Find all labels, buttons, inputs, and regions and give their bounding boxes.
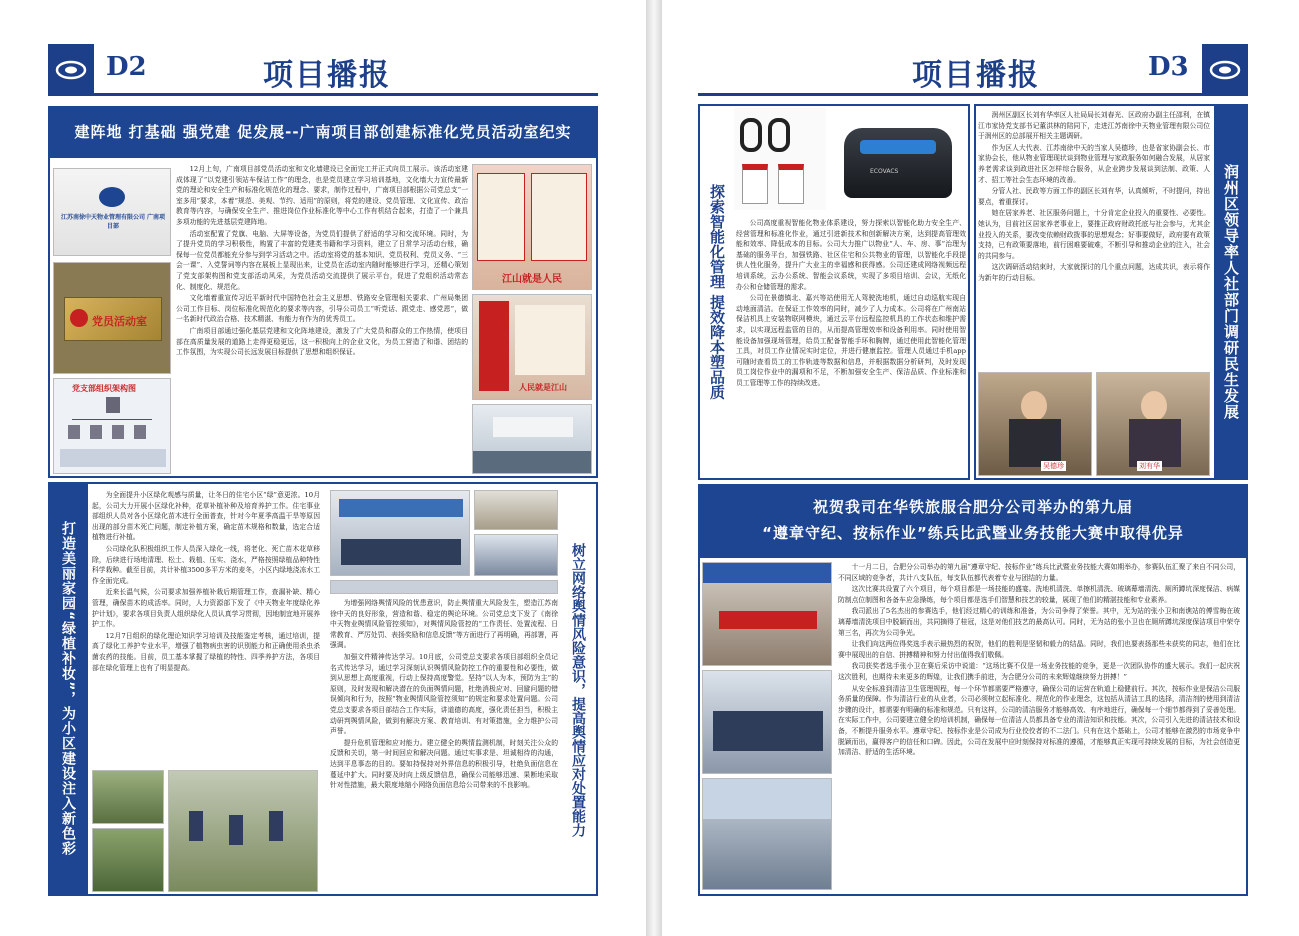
paragraph: 12月上旬，广南项目部党员活动室和文化墙建设已全面完工并正式向员工展示。该活动室建成体现了“以党建引领站车保洁工作”的理念，也是党员建立学习培训基地，文化墙大力宣传最新党的理论和安全生产和标准化规范化的理念、要求，制作过程中，广南项目部根据公司党总支“一室多用”要求，本着“规范、美观、节约、适用”的原则，将党的建设、党员管理、文化宣传、政治教育等内容，与确保安全生产、推进岗位作业标准化等中心工作有机结合起来，打造了一个兼具多项功能的先进基层党建阵地。 (176, 165, 468, 226)
photo-slogan-wall (472, 164, 592, 290)
photo-caption: 党员活动室 (92, 315, 147, 328)
photo-planting-1 (92, 770, 164, 824)
photo-cleaning-robot (830, 110, 966, 210)
article-body-visit (978, 110, 1210, 366)
section-title: 项目播报 (263, 58, 391, 93)
page-d3 (662, 0, 1299, 936)
article-body-party-room (176, 164, 468, 474)
photo-party-room-sign (53, 262, 171, 374)
paragraph: 近来长温气候，公司要求加强养植补栽后期管理工作，查漏补缺、精心管理，确保苗木的成活率。同时，人力资源部下发了《中天物业年度绿化养护计划》，要求各项目负责人组织绿化人员认真学习贯彻，因地制宜地开展养护工作。 (92, 588, 320, 629)
vertical-headline-visit: 润州区领导率人社部门调研民生发展 (1214, 104, 1248, 480)
badge-icon (742, 164, 768, 204)
article-body-contest (838, 562, 1240, 892)
paragraph: 让我们向这两位得奖选手表示最热烈的祝贺，他们的胜利是坚韧和毅力的结晶。同时，我们也要表扬那些未获奖的同志，他们在比赛中展现出的自信、拼搏精神和努力付出值得我们敬佩。 (838, 640, 1240, 659)
paragraph: 12月7日组织的绿化理论知识学习培训及技能鉴定考核，通过培训，提高了绿化工养护专业水平，增强了植物病虫害的识别能力和正确使用杀虫杀菌农药的技能。目前，员工基本掌握了绿植的特性、四季养护方法，各项目部在绿化管理上也有了明显提高。 (92, 631, 320, 672)
paragraph: 文化墙着重宣传习近平新时代中国特色社会主义思想、铁路安全管理相关要求、广州局集团公司工作目标、岗位标准化规范化的要求等内容，引导公司员工“听党话、跟党走、感党恩”，做一名新时代政治合格、技术精湛、有能力有作为的优秀员工。 (176, 294, 468, 324)
page-number: D2 (106, 52, 147, 82)
article-body-smart (736, 218, 966, 476)
company-logo-icon (1202, 44, 1248, 96)
article-banner: 建阵地 打基础 强党建 促发展--广南项目部创建标准化党员活动室纪实 (48, 106, 598, 156)
paragraph: 润州区副区长刘有华率区人社局局长刘春光、区政府办副主任邵利，在镇江市家协党支部书记董洪林的陪同下，走进江苏南徐中天物业管理有限公司位于润州区的总部展开相关主题调研。 (978, 111, 1210, 141)
page-d2 (0, 0, 646, 936)
photo-planting-2 (92, 828, 164, 892)
photo-smart-bands (734, 108, 826, 210)
photo-planting-3 (168, 770, 318, 892)
photo-company-sign (53, 168, 171, 256)
page-gutter (646, 0, 662, 936)
vertical-headline-opinion: 树立网络舆情风险意识，提高舆情应对处置能力 (570, 543, 586, 837)
page-number: D3 (1148, 52, 1189, 82)
photo-contest-3 (702, 778, 832, 890)
paragraph: 广南项目部通过强化基层党建和文化阵地建设，激发了广大党员和群众的工作热情，使项目部在高质量发展的道路上走得更稳更远，这一积极向上的企业文化，为员工营造了和谐、团结的工作氛围，为实现公司长远发展目标提供了思想和组织保证。 (176, 326, 468, 357)
name-tag: 刘有华 (1139, 462, 1160, 470)
vertical-headline-greening: 打造美丽家园“绿植补妆”，为小区建设注入新色彩 (48, 482, 88, 896)
paragraph: 这次比赛共设置了六个项目，每个项目都是一场技能的盛宴。洗地机清洗、单擦机清洗、玻璃幕墙清洗、厕所蹲坑深度保洁、病媒防制点位制图和各备车应急操练，每个项目都是选手们智慧和技艺的较量，展现了他们的精湛技能和专业素养。 (838, 585, 1240, 604)
paragraph: 活动室配置了党旗、电脑、大屏等设备，为党员们提供了舒适的学习和交流环境。同时，为了提升党员的学习积极性，购置了丰富的党建类书籍和学习资料，建立了日常学习活动台账，确保每一位党员都能充分参与到学习活动之中。活动室将党的基本知识、党员权利、党员义务、“三会一课”、入党誓词等内容在展板上显现出来，让党员在活动室内随时能够进行学习，还精心策划了党支部架构图和党支部活动风采，为党员活动交流提供了展示平台，促进了党组织活动常态化、制度化、规范化。 (176, 229, 468, 291)
photo-meeting-1 (330, 490, 470, 576)
name-tag: 吴德珍 (1043, 462, 1064, 470)
slogan-text: 江山就是人民 (502, 274, 562, 285)
paragraph: 公司高度重视智能化物业体系建设，努力探索以智能化助力安全生产、经营管理和标准化作业，通过引进新技术和创新解决方案，达到提高管理效能和效率、降低成本的目标。公司大力推广以物业“人、车、房、事”治理为基础的服务平台，加强铁路、社区住宅和公共物业的管理，以智能化手段提供人性化服务，提升广大业主的幸福感和获得感。公司还建成网络视频远程培训系统，云办公系统、智能会议系统，实现了多项目培训、会议，无纸化办公和仓储管理的需求。 (736, 219, 966, 291)
paragraph: 这次调研活动结束时，大家就探讨的几个重点问题，达成共识，表示将作为新年的行动目标。 (978, 263, 1210, 282)
article-body-greening (92, 490, 320, 768)
photo-meeting-3 (474, 534, 558, 576)
smart-band-icon (740, 118, 762, 152)
article-banner-contest (698, 484, 1248, 556)
company-logo-icon (48, 44, 94, 96)
paragraph: 十一月二日，合肥分公司举办的第九届“遵章守纪、按标作业”练兵比武暨业务技能大赛如期举办，参赛队伍汇聚了来自不同公司，不同区域的竞争者，共计八支队伍，每支队伍都代表着专业与团结的力量。 (838, 563, 1240, 582)
photo-culture-wall (472, 294, 592, 400)
section-title: 项目播报 (912, 58, 1040, 93)
device-brand: ECOVACS (870, 168, 899, 175)
photo-contest-1 (702, 562, 832, 666)
photo-org-chart (53, 378, 171, 474)
paragraph: 公司在景德镇北、嘉兴等站使用无人驾驶洗地机，通过自动巡航实现自动地面清洁。在保证工作效率的同时，减少了人力成本。公司将在广州南站保洁机具上安装物联网模块，通过云平台远程监控机具的工作状态和维护需求，以实现远程监管的目的，从而提高管理效率和设备利用率。同时使用智能设备加强现场管理，给员工配备智能手环和胸牌，通过使用此智能化管理工具，对员工作业情况实时定位，并进行健康监控。管理人员通过手机app可随时查看员工的工作轨迹等数据和信息，并根据数据分析研判，及时发现员工岗位作业中的漏项和不足，不断加强安全生产、保洁品质、作业标准和员工管理等工作的持续改进。 (736, 294, 966, 387)
paragraph: 加强文件精神传达学习。10月底，公司党总支要求各项目部组织全员记名式传达学习，通过学习深刻认识舆情风险防控工作的重要性和必要性，做到从思想上高度重视，行动上保持高度警觉。坚持“以人为本，预防为主”的原则，及时发现和解决潜在的负面舆情问题，杜绝消极应对、回避问题的错误倾向和行为，按照“物业舆情风险管控须知”的规定和要求处置问题。公司党总支要求各项目部结合工作实际，讲道德的高度，强化责任担当，积极主动研判舆情风险，做到有解决方案、教育培训、有对策措施，全力维护公司声誉。 (330, 652, 558, 736)
paragraph: 分管人社、民政等方面工作的副区长刘有华，认真倾听，不时提问，持出要点，着重探讨。 (978, 187, 1210, 206)
paragraph: 提升危机管理和应对能力。建立健全的舆情监测机制，时刻关注公众的反馈和关切，第一时间回应和解决问题。通过实事求是、坦诚相待的沟通，达到平息事态的目的。要如持保持对外界信息的积极引导，杜绝负面信息在蔓延中扩大。同时要及时向上级反馈信息，确保公司能够迅速、果断地采取针对性措施，最大限度地缩小网络负面信息给公司带来的不良影响。 (330, 738, 558, 790)
banner-line: “遵章守纪、按标作业”练兵比武暨业务技能大赛中取得优异 (762, 524, 1184, 542)
paragraph: 从安全标准到清洁卫生管理规程，每一个环节都需要严格遵守，确保公司的运营在轨道上稳健前行。其次，按标作业是保洁公司服务质量的保障。作为清洁行业的从业者，公司必须树立起标准化、规范化的作业理念，这包括从清洁工具的选择，清洁剂的使用到清洁步骤的设计，都需要有明确的标准和规范。只有这样，公司的清洁服务才能够高效、有序地进行，确保每一个细节都得到了妥善处理。在实际工作中，公司要建立健全的培训机制，确保每一位清洁人员都具备专业的清洁知识和技能。其次，公司引入先进的清洁技术和设备，不断提升服务水平。遵章守纪、按标作业是公司成为行业佼佼者的不二法门。只有在这个基础上，公司才能够在激烈的市场竞争中脱颖而出，赢得客户的信任和口碑。因此，公司在发展中应时刻保持对标准的遵循，才能够真正实现可持续发展的目标，为社会创造更加清洁、舒适的生活环境。 (838, 684, 1240, 757)
photo-contest-2 (702, 670, 832, 774)
party-emblem-icon (70, 309, 88, 327)
page-header (48, 44, 598, 96)
photo-visit-2 (1096, 372, 1210, 476)
paragraph: 她在居家养老、社区服务问题上，十分肯定企业投入的重要性、必要性。她认为，目前社区居家养老事业上，要推正政府财政托底与社会参与，尤其企业投入的关系，要改变依赖财政拨事的思想观念；好事要做好，政府要有政策支持，已有政策要落地，前行困难要破难，不断引导和推动企业的注入，社会的共同参与。 (978, 209, 1210, 260)
smart-band-icon (768, 118, 790, 152)
photo-caption: 江苏南徐中天物业管理有限公司 广南项目部 (60, 214, 166, 230)
paragraph: 作为区人大代表、江苏南徐中天的当家人吴德珍，也是省家协副会长、市家协会长，他从物业管理现状谈到物业管理与家政服务如何融合发展，从居家养老需求谈到政进社区怎样综合服务，从企业跨步发展谈到法制、政策、人才、招工等社会生态环境的改善。 (978, 143, 1210, 184)
paragraph: 我司派出了5名杰出的参赛选手，他们经过精心的训练和准备，为公司争得了荣誉。其中，无为站的张小卫和南谯站的傅雪梅在玻璃幕墙清洗项目中脱颖而出，共同摘得了桂冠，这是对他们技艺的最高认可。同时，无为站的张小卫也在厕所蹲坑深度保洁项目中荣夺第三名，再次为公司争光。 (838, 607, 1240, 637)
header-rule (94, 93, 598, 96)
photo-visit-1 (978, 372, 1092, 476)
photo-activity-room (472, 404, 592, 474)
badge-icon (778, 164, 804, 204)
photo-caption: 党支部组织架构图 (72, 384, 136, 393)
paragraph: 为增强网络舆情风险的忧患意识，防止舆情重大风险发生，塑造江苏南徐中天的良好形象，营造和谐、稳定的舆论环境。公司党总支下发了《南徐中天物业舆情风险管控须知》，对舆情风险管控的“工作责任、处置流程、日常教育、严厉处罚、表扬奖励和信息反馈”等方面进行了再明确，再部署，再强调。 (330, 599, 558, 650)
vertical-headline-smart: 探索智能化管理 提效降本塑品质 (708, 184, 726, 400)
banner-line: 祝贺我司在华铁旅服合肥分公司举办的第九届 (812, 498, 1133, 516)
paragraph: 公司绿化队积极组织工作人员深入绿化一线，将老化、死亡苗木花草移除，后续进行场地清理、松土、栽植、压实、浇水，严格按照绿植品种特性科学栽种。截至目前，共计补植3500多平方米的麦冬，小区内绿地浇冻水工作全面完成。 (92, 544, 320, 585)
page-header (698, 44, 1248, 96)
paragraph: 我司获奖者选手张小卫在赛后采访中说道：“这场比赛不仅是一场业务技能的竞争，更是一次团队协作的盛大展示。我们一起庆祝这次胜利，也期待未来更多的辉煌，让我们携手前进，为合肥分公司的未来辉煌继续努力拼搏！” (838, 662, 1240, 681)
slogan-text: 人民就是江山 (519, 383, 567, 392)
photo-meeting-4 (330, 580, 558, 594)
article-body-opinion-risk (330, 598, 558, 892)
paragraph: 为全面提升小区绿化观感与质量，让冬日的住宅小区“绿”意更浓。10月起，公司大力开展小区绿化补种，花草补植补种及培育养护工作。住宅事业部组织人员对各小区绿化苗木进行全面普查，针对今年夏季高温干旱等原因出现的部分苗木死亡问题，制定补植方案，确定苗木规格和数量，选定合适植物进行补植。 (92, 491, 320, 542)
photo-meeting-2 (474, 490, 558, 530)
